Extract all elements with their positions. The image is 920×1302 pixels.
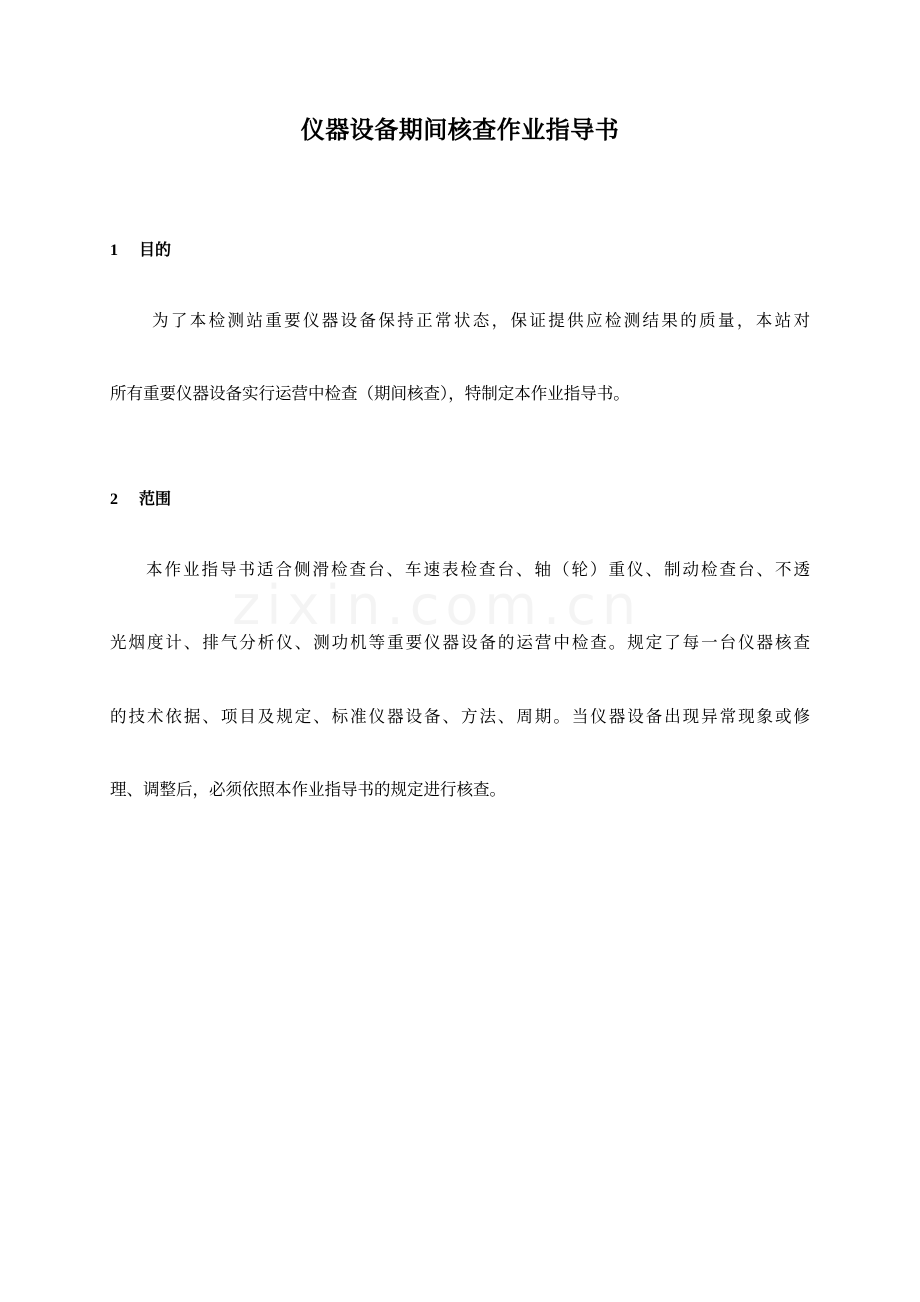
section-1-paragraph bbox=[110, 284, 810, 431]
section-1-line-1: 为了本检测站重要仪器设备保持正常状态，保证提供应检测结果的质量，本站对 bbox=[152, 311, 810, 330]
section-1-number: 1 bbox=[110, 242, 118, 259]
section-2-line-3: 的技术依据、项目及规定、标准仪器设备、方法、周期。当仪器设备出现异常现象或修 bbox=[110, 706, 810, 726]
section-2-line-2: 光烟度计、排气分析仪、测功机等重要仪器设备的运营中检查。规定了每一台仪器核查 bbox=[110, 633, 810, 653]
section-2-number: 2 bbox=[110, 491, 118, 508]
section-1-heading bbox=[110, 238, 171, 263]
section-2-line-1: 本作业指导书适合侧滑检查台、车速表检查台、轴（轮）重仪、制动检查台、不透 bbox=[146, 560, 810, 579]
document-title: 仪器设备期间核查作业指导书 bbox=[300, 116, 620, 144]
section-2-line-4: 理、调整后，必须依照本作业指导书的规定进行核查。 bbox=[110, 779, 506, 799]
section-2-heading bbox=[110, 487, 171, 512]
section-2-paragraph bbox=[110, 533, 810, 826]
section-1-title: 目的 bbox=[139, 240, 172, 259]
section-1-line-2: 所有重要仪器设备实行运营中检查（期间核查），特制定本作业指导书。 bbox=[110, 384, 630, 404]
section-2-title: 范围 bbox=[139, 489, 172, 508]
